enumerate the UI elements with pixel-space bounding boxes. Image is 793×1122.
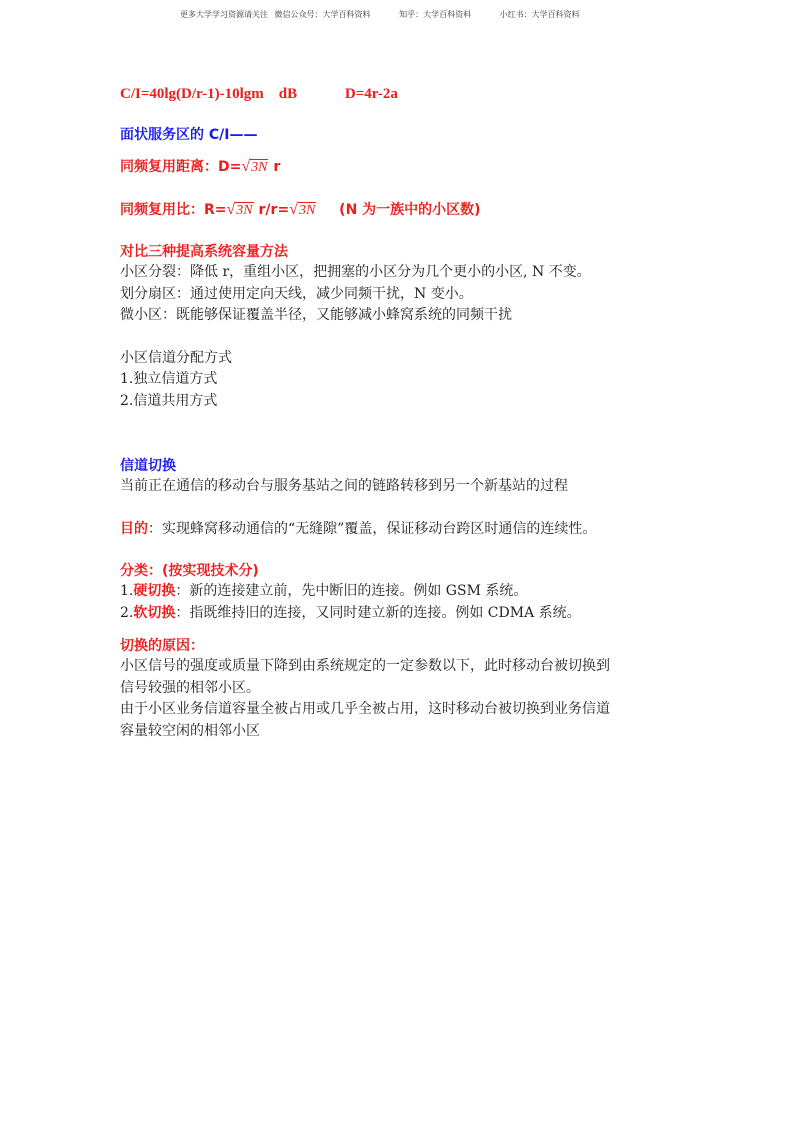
soft-label: 软切换 xyxy=(133,604,176,621)
reason-line: 信号较强的相邻小区。 xyxy=(120,679,260,696)
reason-title: 切换的原因： xyxy=(120,638,204,654)
reuse-ratio-prefix: 同频复用比：R= xyxy=(120,202,227,218)
handover-title: 信道切换 xyxy=(120,458,176,474)
soft-handover xyxy=(120,603,680,625)
reuse-distance-prefix: 同频复用距离：D= xyxy=(120,159,242,175)
formula-ci xyxy=(120,84,680,106)
sqrt-symbol: √ xyxy=(226,201,236,218)
area-ci-title: 面状服务区的 C/I—— xyxy=(120,127,258,143)
reuse-ratio-mid: r/r= xyxy=(258,202,290,218)
formula-d-text: D=4r-2a xyxy=(344,86,398,102)
reuse-ratio-formula xyxy=(120,200,680,221)
hard-handover xyxy=(120,581,680,603)
capacity-title: 对比三种提高系统容量方法 xyxy=(120,244,288,260)
soft-num: 2. xyxy=(120,604,134,621)
sqrt-symbol: √ xyxy=(289,201,298,218)
capacity-line: 微小区：既能够保证覆盖半径，又能够减小蜂窝系统的同频干扰 xyxy=(120,307,512,323)
reason-line: 由于小区业务信道容量全被占用或几乎全被占用，这时移动台被切换到业务信道 xyxy=(120,701,610,717)
hard-text: ：新的连接建立前，先中断旧的连接。例如 GSM 系统。 xyxy=(175,583,528,599)
header-wechat: 微信公众号：大学百科资料 xyxy=(274,10,371,19)
sqrt-3n xyxy=(227,200,254,221)
soft-text: ：指既维持旧的连接，又同时建立新的连接。例如 CDMA 系统。 xyxy=(175,604,581,621)
formula-ci-text: C/I=40lg(D/r-1)-10lgm dB xyxy=(120,86,298,102)
sqrt-argument: 3N xyxy=(236,203,253,218)
sqrt-argument: 3N xyxy=(251,160,268,175)
reason-line: 容量较空闲的相邻小区 xyxy=(120,722,260,739)
purpose-text: ：实现蜂窝移动通信的“无缝隙”覆盖，保证移动台跨区时通信的连续性。 xyxy=(148,520,597,537)
sqrt-argument: 3N xyxy=(298,203,316,218)
sqrt-3n xyxy=(289,200,316,221)
purpose-label: 目的 xyxy=(120,520,148,537)
channel-alloc-title: 小区信道分配方式 xyxy=(120,349,232,366)
capacity-line: 划分扇区：通过使用定向天线，减少同频干扰，N 变小。 xyxy=(120,285,473,302)
reuse-distance-suffix: r xyxy=(273,159,281,175)
sqrt-3n xyxy=(241,157,268,178)
classify-title: 分类：(按实现技术分) xyxy=(120,563,259,579)
handover-purpose xyxy=(120,519,680,541)
reuse-distance-formula xyxy=(120,157,680,178)
header-promo: 更多大学学习资源请关注 xyxy=(180,10,268,19)
reason-line: 小区信号的强度或质量下降到由系统规定的一定参数以下，此时移动台被切换到 xyxy=(120,658,610,674)
hard-num: 1. xyxy=(120,583,134,599)
sqrt-symbol: √ xyxy=(241,158,251,175)
document-body xyxy=(120,84,680,742)
header-zhihu: 知乎：大学百科资料 xyxy=(399,10,472,19)
header-xiaohongshu: 小红书：大学百科资料 xyxy=(499,10,580,19)
channel-alloc-item: 2.信道共用方式 xyxy=(120,392,218,409)
capacity-line: 小区分裂：降低 r，重组小区，把拥塞的小区分为几个更小的小区, N 不变。 xyxy=(120,264,591,280)
channel-alloc-item: 1.独立信道方式 xyxy=(120,371,218,387)
handover-definition: 当前正在通信的移动台与服务基站之间的链路转移到另一个新基站的过程 xyxy=(120,478,568,494)
reuse-ratio-note: (N 为一族中的小区数) xyxy=(339,202,481,218)
hard-label: 硬切换 xyxy=(133,583,176,599)
page-header xyxy=(180,9,606,20)
